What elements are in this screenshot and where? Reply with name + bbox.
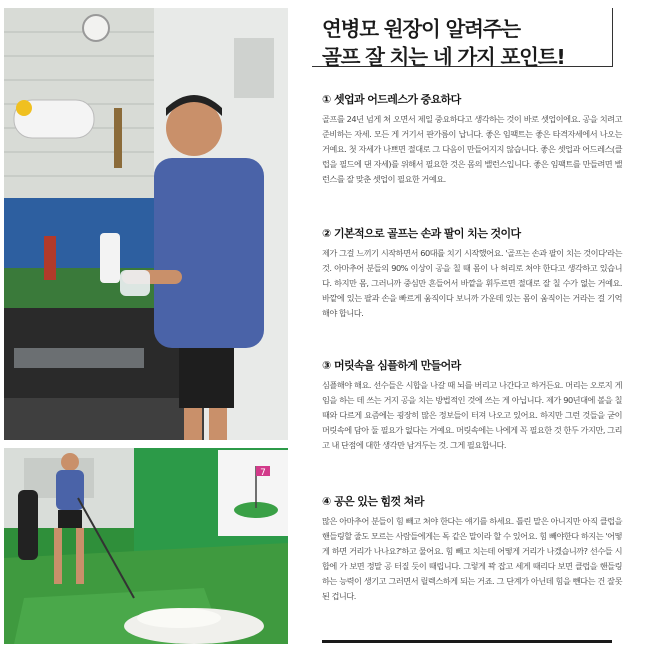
tip-section-1: [322, 92, 622, 187]
tip-section-3: [322, 358, 622, 453]
tip-heading-3: ③ 머릿속을 심플하게 만들어라: [322, 359, 461, 372]
tip-section-4: [322, 494, 622, 605]
workshop-photo: [4, 8, 288, 440]
bottom-divider: [322, 640, 612, 643]
tip-section-2: [322, 226, 622, 321]
tip-heading-1: ① 셋업과 어드레스가 중요하다: [322, 93, 461, 106]
driving-range-photo: [4, 448, 288, 644]
tip-body-2: 제가 그걸 느끼기 시작하면서 60대를 치기 시작했어요. '골프는 손과 팔이 치는 것이다'라는 것. 아마추어 분들의 90% 이상이 공을 칠 때 몸이 나 허리로 쳐야 한다고 생각하고 있습니다. 하지만 몸, 그러니까 중심만 흔들어서 바깥을 휘두르면 절대로 잘 칠 수가 없는 거예요. 바깥에 있는 팔과 손을 빠르게 움직이다 보니까 가운데 있는 몸이 움직이는 거라는 걸 기억해야 합니다.: [322, 248, 622, 319]
tip-heading-2: ② 기본적으로 골프는 손과 팔이 치는 것이다: [322, 227, 521, 240]
tip-heading-4: ④ 공은 있는 힘껏 쳐라: [322, 495, 424, 508]
page-title-line-1: 연병모 원장이 알려주는: [322, 17, 520, 41]
tip-body-3: 심플해야 해요. 선수들은 시합을 나갈 때 뇌를 버리고 나간다고 하거든요. 머리는 오로지 게임을 하는 데 쓰는 거지 공을 치는 방법적인 것에 쓰는 게 아닙니다. 제가 90년대에 볼을 칠 때와 다르게 요즘에는 굉장히 많은 정보들이 터져 나오고 있어요. 하지만 그런 것들을 굳이 머릿속에 담아 둘 필요가 없다는 거예요. 머릿속에는 나에게 꼭 필요한 것 한두 가지만, 그리고 내 단점에 대한 생각만 남겨두는 것. 그게 필요합니다.: [322, 380, 622, 451]
tip-body-1: 골프를 24년 넘게 쳐 오면서 제일 중요하다고 생각하는 것이 바로 셋업이에요. 공을 치려고 준비하는 자세. 모든 게 거기서 판가름이 납니다. 좋은 임팩트는 좋은 타격자세에서 나오는 거예요. 첫 자세가 나쁘면 절대로 그 다음이 만들어지지 않습니다. 좋은 셋업과 어드레스(클럽을 필드에 댄 자세)를 위해서 필요한 것은 몸의 밸런스입니다. 좋은 임팩트를 만들려면 밸런스를 잘 맞춘 셋업이 필요한 거예요.: [322, 114, 622, 185]
title-box: [312, 8, 613, 67]
tip-body-4: 많은 아마추어 분들이 힘 빼고 쳐야 한다는 얘기를 하세요. 틀린 말은 아니지만 아직 클럽을 핸들링할 줄도 모르는 사람들에게는 독 같은 말이라 할 수 있어요. 힘 빼야한다 하지는 '어떻게 하면 거리가 나나요?'하고 물어요. 힘 빼고 치는데 어떻게 거리가 나겠습니까? 선수들 시합에 가 보면 정말 공 터질 듯이 때립니다. 그렇게 꽉 잡고 세게 때리다 보면 클럽을 핸들링하는 능력이 생기고 그러면서 릴렉스하게 되는 거죠. 그 단계가 아닌데 힘을 뺀다는 건 잘못된 겁니다.: [322, 516, 622, 602]
page-title-line-2: 골프 잘 치는 네 가지 포인트!: [322, 45, 565, 69]
flag-number: 7: [260, 468, 266, 478]
